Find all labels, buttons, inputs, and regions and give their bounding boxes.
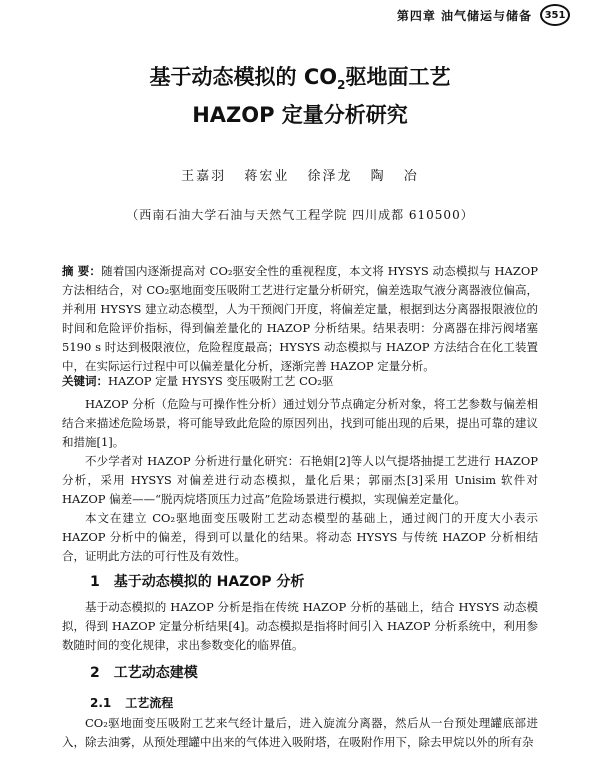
section-heading	[90, 571, 304, 591]
author: 冶	[403, 169, 419, 184]
subsection-number: 2.1	[90, 696, 112, 710]
section-body	[62, 598, 538, 655]
paragraph: 本文在建立 CO₂驱地面变压吸附工艺动态模型的基础上，通过阀门的开度大小表示 HAZOP 分析中的偏差，得到可以量化的结果。将动态 HYSYS 与传统 HAZOP 分析相结合，证明此方法的可行性及有效性。	[62, 511, 538, 563]
page-number: 351	[540, 4, 570, 26]
section-title: 工艺动态建模	[113, 665, 198, 681]
author: 蒋宏业	[244, 169, 290, 184]
author: 陶	[370, 169, 386, 184]
subsection-heading	[90, 694, 173, 711]
title-line1: 基于动态模拟的 $CO_2$驱地面工艺	[149, 65, 451, 93]
abstract-text: 随着国内逐渐提高对 CO₂驱安全性的重视程度，本文将 HYSYS 动态模拟与 HAZOP 方法相结合，对 CO₂驱地面变压吸附工艺进行定量分析研究，偏差选取气液分离器液位偏高，并利用 HYSYS 建立动态模型，人为干预阀门开度，将偏差定量，根据到达分离器报限液位的时间和危险评价指标，得到偏差量化的 HAZOP 分析结果。结果表明：分离器在排污阀堵塞 5190 s 时达到极限液位，危险程度最高；HYSYS 动态模拟与 HAZOP 方法结合在化工装置中，在实际运行过程中可以偏差量化分析，逐渐完善 HAZOP 定量分析。	[62, 264, 538, 373]
abstract	[62, 262, 538, 376]
paragraph: 不少学者对 HAZOP 分析进行量化研究：石艳娟[2]等人以气提塔抽提工艺进行 HAZOP 分析，采用 HYSYS 对偏差进行动态模拟，量化后果；郭丽杰[3]采用 Unisim 软件对 HAZOP 偏差——“脱丙烷塔顶压力过高”危险场景进行模拟，实现偏差定量化。	[62, 454, 538, 506]
affiliation: （西南石油大学石油与天然气工程学院 四川成都 610500）	[126, 208, 474, 222]
abstract-label: 摘 要：	[62, 264, 102, 278]
author: 徐泽龙	[307, 169, 353, 184]
intro-paragraphs	[62, 395, 538, 566]
subsection-title: 工艺流程	[125, 696, 174, 710]
paragraph: CO₂驱地面变压吸附工艺来气经计量后，进入旋流分离器，然后从一台预处理罐底部进入，除去油雾，从预处理罐中出来的气体进入吸附塔，在吸附作用下，除去甲烷以外的所有杂	[62, 716, 538, 749]
paragraph: HAZOP 分析（危险与可操作性分析）通过划分节点确定分析对象，将工艺参数与偏差相结合来描述危险场景，将可能导致此危险的原因列出，找到可能出现的后果，提出可靠的建议和措施[1]。	[62, 397, 538, 449]
keywords	[62, 372, 538, 391]
keywords-label: 关键词：	[62, 374, 108, 388]
chapter-title: 第四章 油气储运与储备	[396, 8, 532, 23]
subsection-body	[62, 714, 538, 752]
author: 王嘉羽	[181, 169, 227, 184]
paragraph: 基于动态模拟的 HAZOP 分析是指在传统 HAZOP 分析的基础上，结合 HYSYS 动态模拟，得到 HAZOP 定量分析结果[4]。动态模拟是指将时间引入 HAZOP 分析系统中，利用参数随时间的变化规律，求出参数变化的临界值。	[62, 600, 538, 652]
running-header	[300, 4, 570, 26]
paper-title	[0, 62, 600, 130]
author-list	[0, 165, 600, 184]
section-number: 2	[90, 665, 100, 681]
keywords-text: HAZOP 定量 HYSYS 变压吸附工艺 CO₂驱	[108, 374, 334, 388]
section-heading	[90, 662, 198, 682]
title-line2: HAZOP 定量分析研究	[192, 103, 408, 128]
section-title: 基于动态模拟的 HAZOP 分析	[113, 574, 305, 590]
section-number: 1	[90, 574, 100, 590]
